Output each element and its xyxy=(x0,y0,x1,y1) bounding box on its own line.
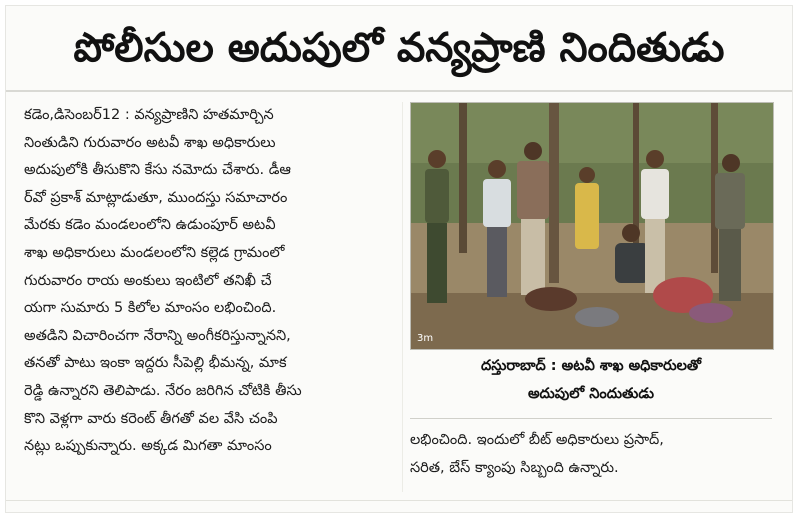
body-line: రెడ్డి ఉన్నారని తెలిపాడు. నేరం జరిగిన చోటికి తీసు xyxy=(24,382,302,399)
photo-caption xyxy=(410,352,772,419)
column-separator xyxy=(402,102,403,492)
body-line: యగా సుమారు 5 కిలోల మాంసం లభించింది. xyxy=(24,300,277,317)
body-line: నింతుడిని గురువారం అటవీ శాఖ అధికారులు xyxy=(24,134,276,151)
body-line: గురువారం రాయ అంకులు ఇంటిలో తనిఖీ చే xyxy=(24,272,272,289)
body-line: లభించింది. ఇందులో బీట్ అధికారులు ప్రసాద్, xyxy=(410,432,664,448)
article-body-left xyxy=(24,102,396,492)
photo-label: 3m xyxy=(417,333,434,344)
news-clipping xyxy=(6,6,792,512)
body-line: నట్లు ఒప్పుకున్నారు. అక్కడ మిగతా మాంసం xyxy=(24,438,272,455)
body-line: శాఖ అధికారులు మండలంలోని కల్లెడ గ్రామంలో xyxy=(24,244,285,261)
news-photo xyxy=(410,102,774,350)
body-line: కొని వెళ్లగా వారు కరెంట్ తీగతో వల వేసి చంపి xyxy=(24,410,278,427)
caption-line: దస్తురాబాద్ : అటవీ శాఖ అధికారులతో xyxy=(480,358,702,374)
body-line: అదుపులోకి తీసుకొని కేసు నమోదు చేశారు. డీఆ xyxy=(24,162,292,179)
photo-illustration xyxy=(411,103,773,349)
headline: పోలీసుల అదుపులో వన్యప్రాణి నిందితుడు xyxy=(73,25,725,71)
body-line: మేరకు కడెం మండలంలోని ఉడుంపూర్ అటవీ xyxy=(24,217,276,234)
body-line: కడెం,డిసెంబర్12 : వన్యప్రాణిని హతమార్చిన xyxy=(24,107,274,123)
caption-line: అదుపులో నిందుతుడు xyxy=(527,386,655,402)
headline-divider xyxy=(6,90,792,92)
bottom-divider xyxy=(6,500,792,501)
article-body-right xyxy=(410,426,776,490)
body-line: సరిత, బేస్ క్యాంపు సిబ్బంది ఉన్నారు. xyxy=(410,460,619,476)
body-line: అతడిని విచారించగా నేరాన్ని అంగీకరిస్తున్నానని, xyxy=(24,327,291,344)
body-line: తనతో పాటు ఇంకా ఇద్దరు సీపెల్లి భీమన్న, మాక xyxy=(24,355,287,372)
body-line: ర్‌వో ప్రకాశ్ మాట్లాడుతూ, ముందస్తు సమాచారం xyxy=(24,189,288,206)
